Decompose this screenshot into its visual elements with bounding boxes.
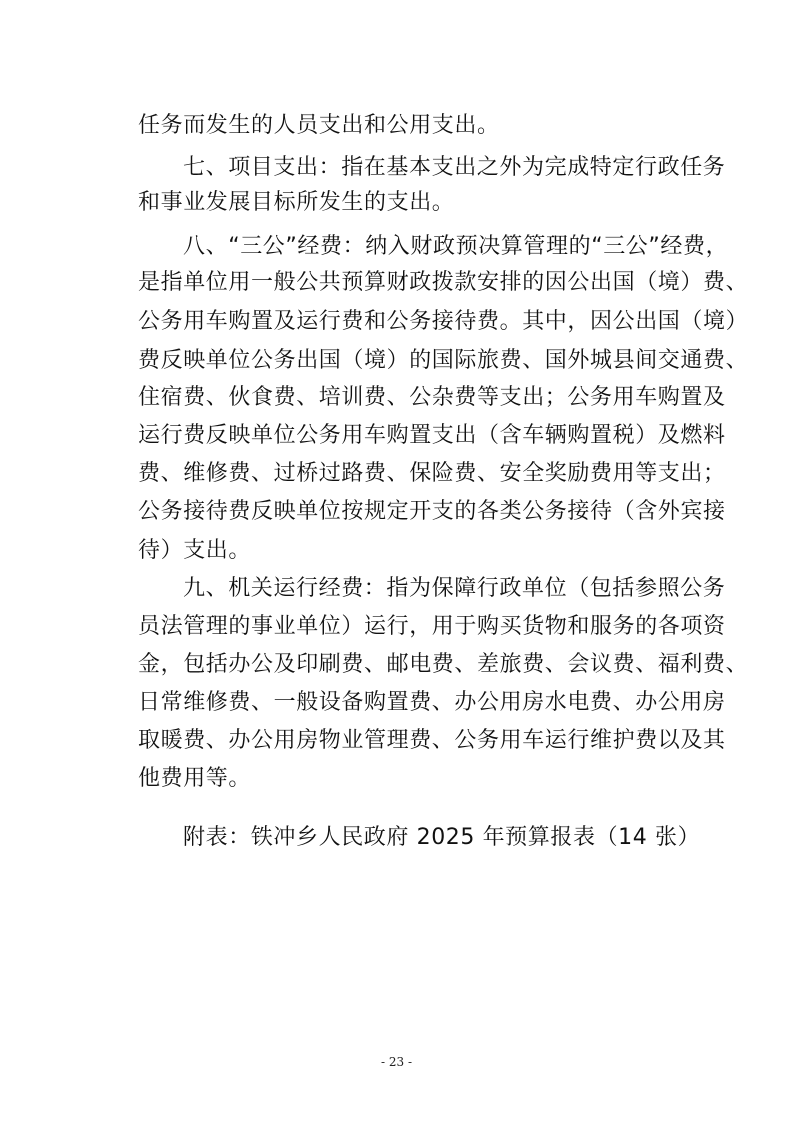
text-line: 他费用等。	[138, 766, 252, 791]
text-line: 金，包括办公及印刷费、邮电费、差旅费、会议费、福利费、	[138, 652, 749, 677]
text-line: 待）支出。	[138, 538, 252, 563]
text-line: 住宿费、伙食费、培训费、公杂费等支出；公务用车购置及	[138, 385, 726, 410]
page-number: - 23 -	[380, 1055, 412, 1069]
text-line: 员法管理的事业单位）运行，用于购买货物和服务的各项资	[138, 614, 726, 639]
text-line: 和事业发展目标所发生的支出。	[138, 190, 455, 215]
text-line: 日常维修费、一般设备购置费、办公用房水电费、办公用房	[138, 690, 726, 715]
text-line: 费、维修费、过桥过路费、保险费、安全奖励费用等支出；	[138, 461, 726, 486]
text-line: 运行费反映单位公务用车购置支出（含车辆购置税）及燃料	[138, 423, 726, 448]
text-line: 是指单位用一般公共预算财政拨款安排的因公出国（境）费、	[138, 270, 749, 295]
appendix-note: 附表：铁冲乡人民政府 2025 年预算报表（14 张）	[183, 825, 701, 850]
paragraph-7-start: 七、项目支出：指在基本支出之外为完成特定行政任务	[183, 155, 726, 180]
text-line: 公务接待费反映单位按规定开支的各类公务接待（含外宾接	[138, 499, 726, 524]
text-line: 任务而发生的人员支出和公用支出。	[138, 113, 500, 138]
paragraph-8-start: 八、“三公”经费：纳入财政预决算管理的“三公”经费，	[183, 234, 729, 259]
text-line: 费反映单位公务出国（境）的国际旅费、国外城县间交通费、	[138, 348, 749, 373]
text-line: 公务用车购置及运行费和公务接待费。其中，因公出国（境）	[138, 309, 749, 334]
text-line: 取暖费、办公用房物业管理费、公务用车运行维护费以及其	[138, 728, 726, 753]
paragraph-9-start: 九、机关运行经费：指为保障行政单位（包括参照公务	[183, 576, 726, 601]
